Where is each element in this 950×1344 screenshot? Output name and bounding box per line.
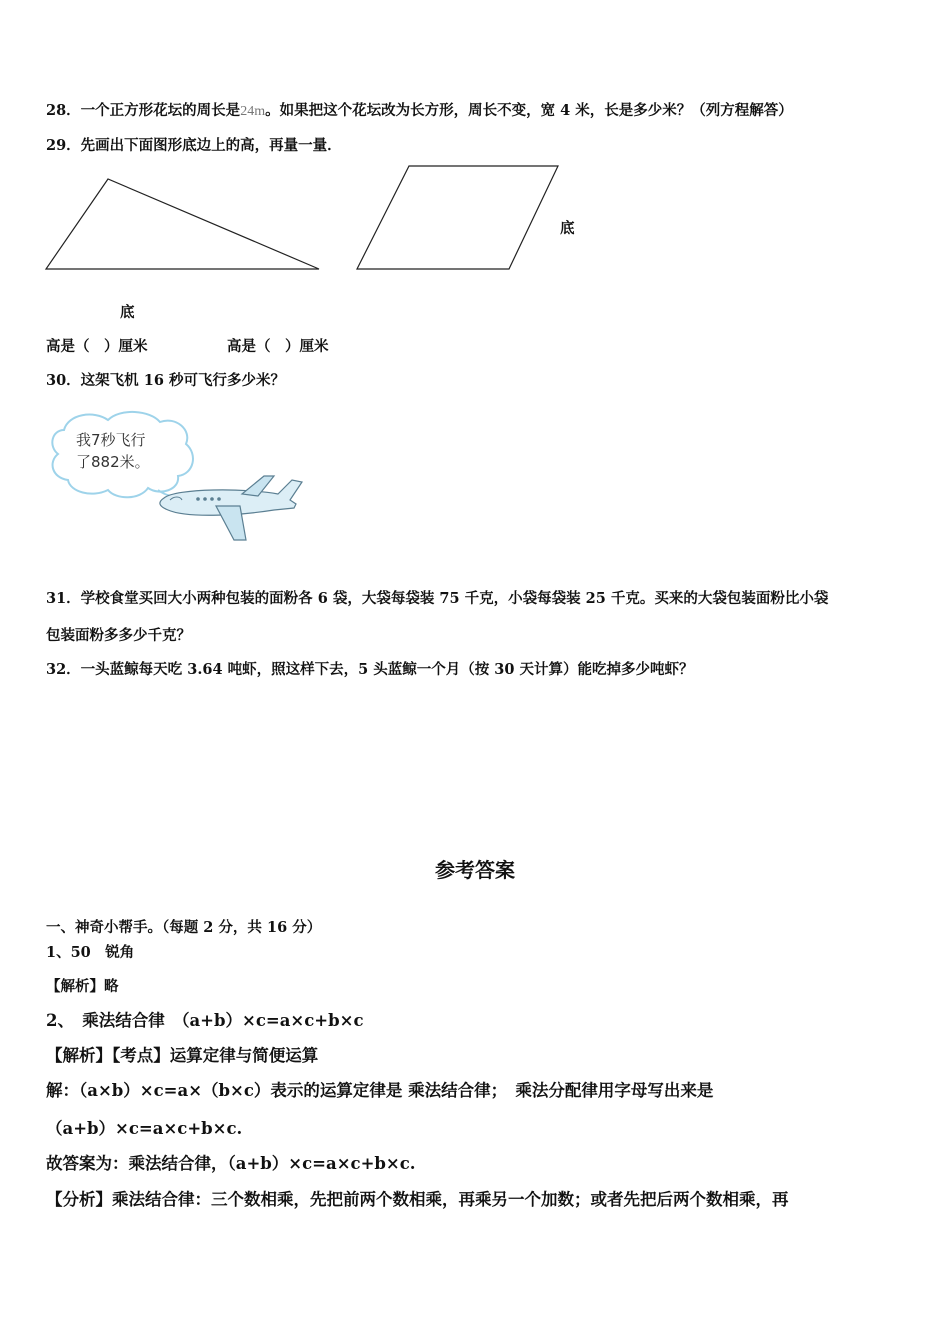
base-label-triangle: 底	[120, 304, 135, 321]
question-28-text-b: 。如果把这个花坛改为长方形，周长不变，宽 4 米，长是多少米？（列方程解答）	[265, 102, 793, 119]
answer-2-solution-line-2: （a+b）×c=a×c+b×c.	[46, 1119, 243, 1138]
question-32: 32．一头蓝鲸每天吃 3.64 吨虾，照这样下去，5 头蓝鲸一个月（按 30 天计算）能吃掉多少吨虾？	[46, 661, 694, 678]
triangle-figure	[46, 179, 319, 269]
answer-2-analysis-2: 【分析】乘法结合律：三个数相乘，先把前两个数相乘，再乘另一个加数；或者先把后两个数相乘，再	[46, 1190, 789, 1209]
answer-2-final: 故答案为：乘法结合律，（a+b）×c=a×c+b×c.	[46, 1154, 416, 1173]
question-31-line-2: 包装面粉多多少千克？	[46, 627, 191, 644]
base-label-parallelogram: 底	[560, 220, 575, 237]
question-28-text-a: 28．一个正方形花坛的周长是	[46, 102, 241, 119]
answer-1-analysis: 【解析】略	[46, 978, 119, 995]
bubble-line-1: 我7秒飞行	[76, 431, 146, 449]
parallelogram-figure	[357, 166, 558, 269]
question-29: 29．先画出下面图形底边上的高，再量一量．	[46, 137, 342, 154]
height-answer-triangle: 高是（ ）厘米	[46, 338, 148, 355]
question-30: 30．这架飞机 16 秒可飞行多少米？	[46, 372, 285, 389]
bubble-line-2: 了882米。	[76, 452, 150, 471]
answer-1: 1、50 锐角	[46, 944, 135, 961]
height-answer-parallelogram: 高是（ ）厘米	[227, 338, 329, 355]
bubble-text	[76, 430, 150, 474]
airplane-icon	[160, 476, 302, 540]
question-28-value: 24m	[240, 104, 266, 119]
answer-2-analysis: 【解析】【考点】运算定律与简便运算	[46, 1046, 319, 1065]
answer-2-solution-line-1: 解：（a×b）×c=a×（b×c）表示的运算定律是 乘法结合律； 乘法分配律用字母写出来是	[46, 1081, 714, 1100]
answers-section-1: 一、神奇小帮手。（每题 2 分，共 16 分）	[46, 919, 322, 936]
airplane-illustration	[46, 408, 306, 548]
answers-title: 参考答案	[435, 858, 515, 882]
answer-2: 2、 乘法结合律 （a+b）×c=a×c+b×c	[46, 1011, 364, 1030]
question-31-line-1: 31．学校食堂买回大小两种包装的面粉各 6 袋，大袋每袋装 75 千克，小袋每袋装 25 千克。买来的大袋包装面粉比小袋	[46, 590, 829, 607]
